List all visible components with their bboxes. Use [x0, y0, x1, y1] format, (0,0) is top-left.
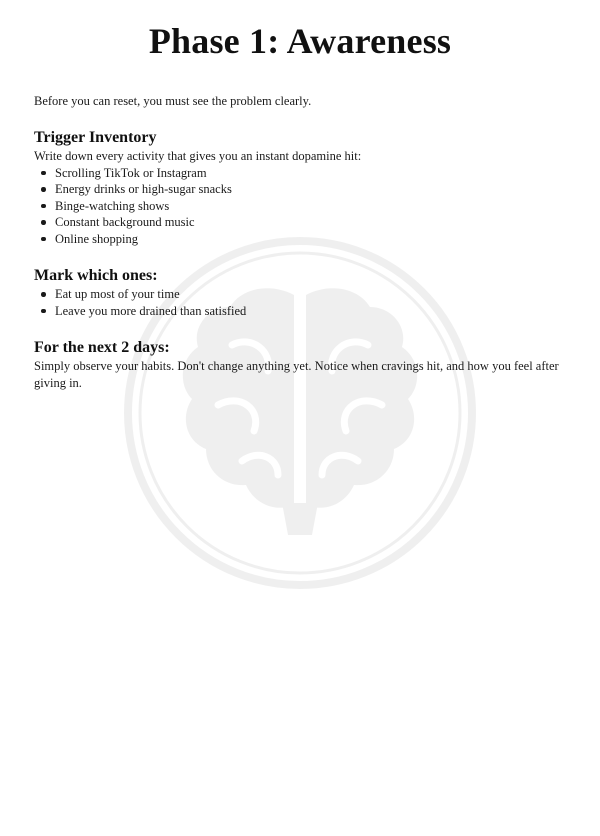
bullet-icon [41, 292, 46, 297]
document-content [0, 0, 600, 391]
list-item [54, 303, 566, 320]
list-item [54, 181, 566, 198]
page-title: Phase 1: Awareness [148, 21, 452, 61]
section-heading-next-2-days: For the next 2 days: [34, 339, 170, 356]
section-description: Write down every activity that gives you an instant dopamine hit: [34, 149, 362, 163]
bullet-icon [41, 237, 46, 242]
list-item [54, 286, 566, 303]
bullet-icon [41, 309, 46, 314]
list-item [54, 198, 566, 215]
list-item-text: Binge-watching shows [55, 198, 170, 213]
bullet-icon [41, 204, 46, 209]
intro-text: Before you can reset, you must see the problem clearly. [34, 94, 312, 108]
bullet-icon [41, 171, 46, 176]
mark-list [34, 286, 566, 319]
list-item-text: Constant background music [55, 215, 195, 229]
list-item [54, 231, 566, 248]
list-item-text: Energy drinks or high-sugar snacks [55, 182, 232, 196]
list-item-text: Scrolling TikTok or Instagram [55, 165, 207, 180]
section-heading-mark-which-ones: Mark which ones: [34, 267, 158, 284]
list-item [54, 214, 566, 231]
list-item-text: Eat up most of your time [55, 287, 180, 301]
bullet-icon [41, 187, 46, 192]
list-item-text: Online shopping [55, 231, 138, 246]
bullet-icon [41, 220, 46, 225]
trigger-list [34, 165, 566, 248]
section-heading-trigger-inventory: Trigger Inventory [34, 129, 157, 146]
section-description: Simply observe your habits. Don't change anything yet. Notice when cravings hit, and how you feel after giving in. [34, 359, 559, 390]
list-item-text: Leave you more drained than satisfied [55, 303, 247, 318]
list-item [54, 165, 566, 182]
